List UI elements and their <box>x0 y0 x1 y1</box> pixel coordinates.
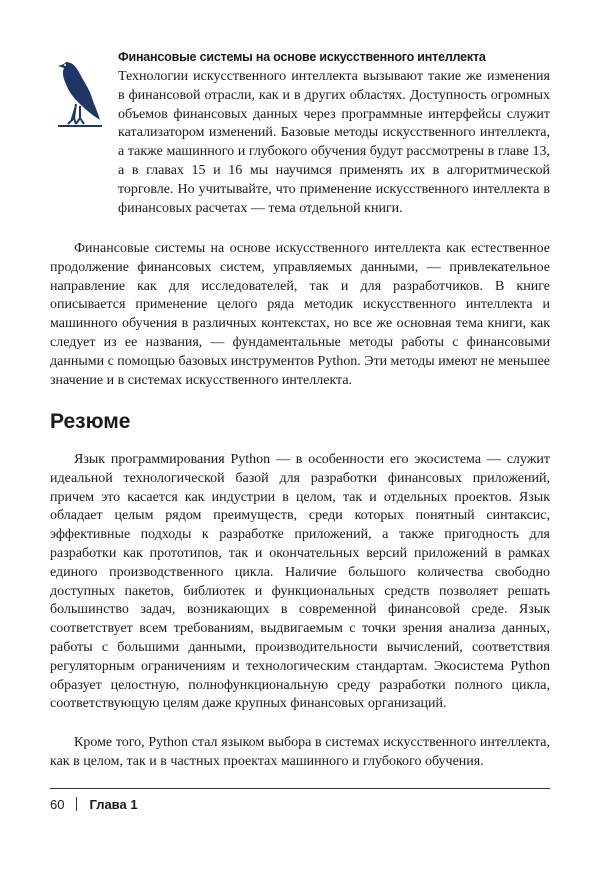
note-title: Финансовые системы на основе искусственного интеллекта <box>118 50 486 64</box>
paragraph-python-ai: Кроме того, Python стал языком выбора в системах искусственного интеллекта, как в целом, так и в частных проектах машинного и глубокого обучения. <box>50 735 550 769</box>
footer-separator <box>76 797 77 811</box>
note-text: Технологии искусственного интеллекта вызывают такие же изменения в финансовой отрасли, как и в других областях. Доступность огромных объемов финансовых данных через программные интерфейсы служит катализатором изменений. Базовые методы искусственного интеллекта, а также машинного и глубокого обучения будут рассмотрены в главе 13, а в главах 15 и 16 мы научимся применять их в алгоритмической торговле. Но учитывайте, что применение искусственного интеллекта в финансовых расчетах — тема отдельной книги. <box>118 69 550 216</box>
page-number: 60 <box>50 797 65 812</box>
paragraph-summary: Язык программирования Python — в особенности его экосистема — служит идеальной технологической базой для разработки финансовых приложений, причем это касается как индустрии в целом, так и отдельных проектов. Язык обладает целым рядом преимуществ, среди которых понятный синтаксис, эффективные подходы к разработке приложений, а также пригодность для разработки как прототипов, так и окончательных версий приложений в рамках единого производственного цикла. Наличие большого количества свободно доступных пакетов, библиотек и функциональных средств позволяет решать большинство задач, возникающих в современной финансовой среде. Язык соответствует всем требованиям, выдвигаемым с точки зрения анализа данных, работы с большими данными, производительности вычислений, соответствия регуляторным ограничениям и технологическим стандартам. Экосистема Python образует целостную, полнофункциональную среду разработки полного цикла, соответствующую целям даже крупных финансовых организаций. <box>50 452 550 712</box>
bird-icon <box>54 52 106 132</box>
page-footer <box>50 796 138 814</box>
footer-divider <box>50 788 550 789</box>
paragraph-ai-finance: Финансовые системы на основе искусственного интеллекта как естественное продолжение финансовых систем, управляемых данными, — привлекательное направление как для исследователей, так и для разработчиков. В книге описывается применение целого ряда методик искусственного интеллекта и машинного обучения в различных контекстах, но все же основная тема книги, как следует из ее названия, — фундаментальные методы работы с финансовыми данными с помощью базовых инструментов Python. Эти методы имеют не меньшее значение и в системах искусственного интеллекта. <box>50 241 551 388</box>
section-heading-summary: Резюме <box>50 410 131 433</box>
chapter-label: Глава 1 <box>89 797 138 812</box>
